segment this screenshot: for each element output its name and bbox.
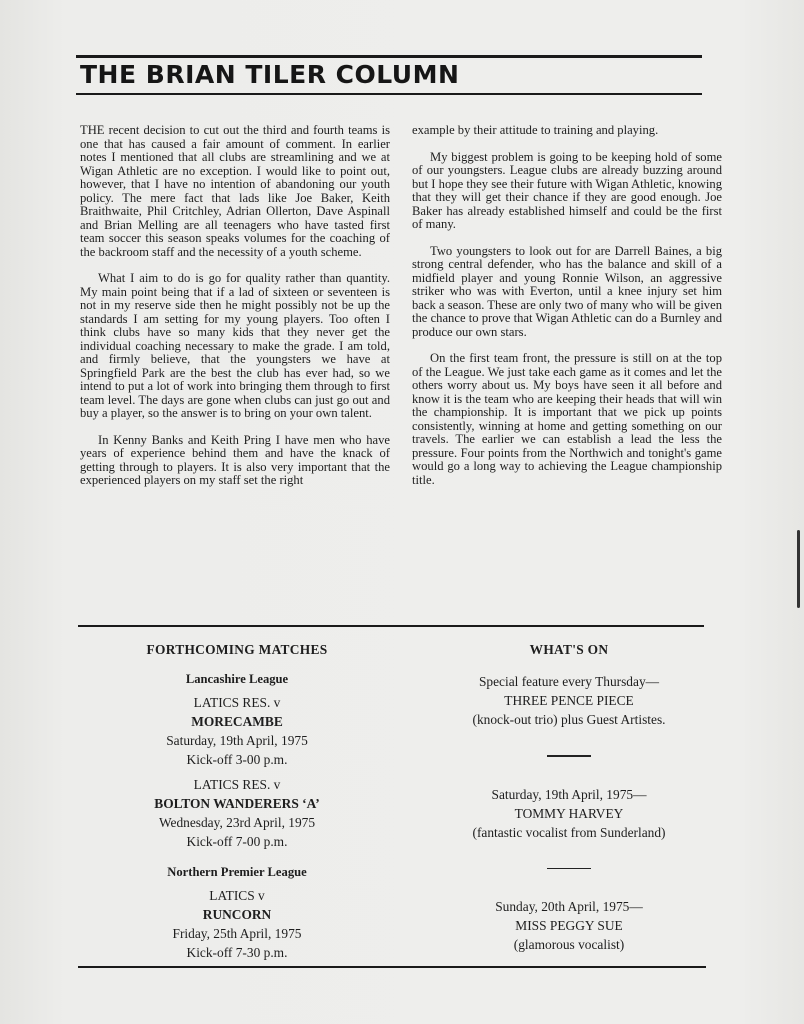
article-paragraph: Two youngsters to look out for are Darrell Baines, a big strong central defender, who has the balance and skill of a midfield player and young Ronnie Wilson, an aggressive striker who was with Everton, until a knee injury set him back a season. These are only two of many who will be given the chance to prove that Wigan Athletic can do a Burnley and produce our own stars.	[412, 243, 722, 339]
event-date: Saturday, 19th April, 1975—	[491, 786, 647, 802]
article-right-column	[412, 124, 722, 500]
event-act: THREE PENCE PIECE	[504, 693, 634, 708]
bottom-rule	[78, 966, 706, 968]
event-separator	[547, 755, 591, 757]
article-left-column	[80, 124, 390, 501]
match-opponent: RUNCORN	[202, 907, 272, 922]
match-entry	[82, 693, 392, 769]
event-separator	[547, 868, 591, 870]
match-date: Wednesday, 23rd April, 1975	[158, 815, 316, 830]
league-name: Northern Premier League	[167, 865, 307, 879]
match-date: Saturday, 19th April, 1975	[166, 733, 308, 748]
article-paragraph: In Kenny Banks and Keith Pring I have men who have years of experience behind them and have the knack of getting through to players. It is also very important that the experienced players on my staff set the right	[80, 432, 390, 487]
whats-on-heading: WHAT'S ON	[529, 642, 609, 657]
match-kickoff: Kick-off 7-30 p.m.	[186, 945, 288, 960]
matches-heading: FORTHCOMING MATCHES	[146, 642, 328, 657]
event-description: (knock-out trio) plus Guest Artistes.	[472, 712, 666, 727]
match-entry	[82, 886, 392, 962]
match-kickoff: Kick-off 3-00 p.m.	[186, 752, 288, 767]
title-top-rule	[76, 55, 702, 58]
column-title: THE BRIAN TILER COLUMN	[80, 60, 460, 89]
event-entry	[414, 897, 724, 954]
staple-mark	[797, 530, 800, 608]
event-date: Special feature every Thursday—	[478, 674, 660, 689]
match-kickoff: Kick-off 7-00 p.m.	[186, 834, 288, 849]
match-date: Friday, 25th April, 1975	[172, 926, 302, 941]
event-date: Sunday, 20th April, 1975—	[495, 899, 643, 914]
title-bottom-rule	[76, 93, 702, 95]
match-entry	[82, 775, 392, 851]
article-paragraph: On the first team front, the pressure is still on at the top of the League. We just take each game as it comes and let the others worry about us. My boys have seen it all before and know it is the team who are keeping their heads that will win the championship. It is important that we pick up points consistently, winning at home and getting something on our travels. The earlier we can establish a lead the less the pressure. Four points from the Northwich and tonight's game would go a long way to achieving the League championship title.	[412, 351, 722, 487]
match-home: LATICS v	[209, 888, 265, 903]
event-act: TOMMY HARVEY	[514, 805, 624, 821]
whats-on	[414, 642, 724, 954]
article-paragraph: THE recent decision to cut out the third and fourth teams is one that has caused a fair amount of comment. In earlier notes I mentioned that all clubs are streamlining and we at Wigan Athletic are no exception. I would like to point out, however, that I have no intention of abandoning our youth policy. The mere fact that lads like Joe Baker, Keith Braithwaite, Phil Critchley, Adrian Ollerton, Dave Aspinall and Brian Melling are all teenagers who have tasted first team soccer this season speaks volumes for the coaching of the backroom staff and the necessity of a youth scheme.	[80, 123, 390, 259]
match-opponent: MORECAMBE	[191, 714, 283, 729]
event-entry	[414, 785, 724, 842]
event-act: MISS PEGGY SUE	[515, 918, 623, 933]
forthcoming-matches	[82, 642, 392, 968]
match-home: LATICS RES. v	[193, 777, 281, 792]
article-paragraph: example by their attitude to training and playing.	[412, 123, 659, 137]
event-description: (fantastic vocalist from Sunderland)	[472, 824, 666, 840]
section-divider-rule	[78, 625, 704, 627]
match-opponent: BOLTON WANDERERS ‘A’	[154, 796, 320, 811]
match-home: LATICS RES. v	[193, 695, 281, 710]
event-description: (glamorous vocalist)	[513, 937, 625, 952]
event-entry	[414, 672, 724, 729]
article-paragraph: What I aim to do is go for quality rather than quantity. My main point being that if a lad of sixteen or seventeen is not in my reserve side then he might possibly not be up the standards I am setting for my young players. Too often I think clubs have so many kids that they never get the individual coaching necessary to make the grade. I am told, and firmly believe, that the youngsters we have at Springfield Park are the best the club has ever had, so we intend to put a lot of work into bringing them through to first team level. The days are gone when clubs can just go out and buy a player, so the answer is to bring on your own talent.	[80, 271, 390, 420]
league-name: Lancashire League	[185, 672, 289, 686]
article-paragraph: My biggest problem is going to be keeping hold of some of our youngsters. League clubs are already buzzing around but I hope they see their future with Wigan Athletic, knowing that they will get their chance if they are good enough. Joe Baker has already established himself and could be the first of many.	[412, 149, 722, 231]
